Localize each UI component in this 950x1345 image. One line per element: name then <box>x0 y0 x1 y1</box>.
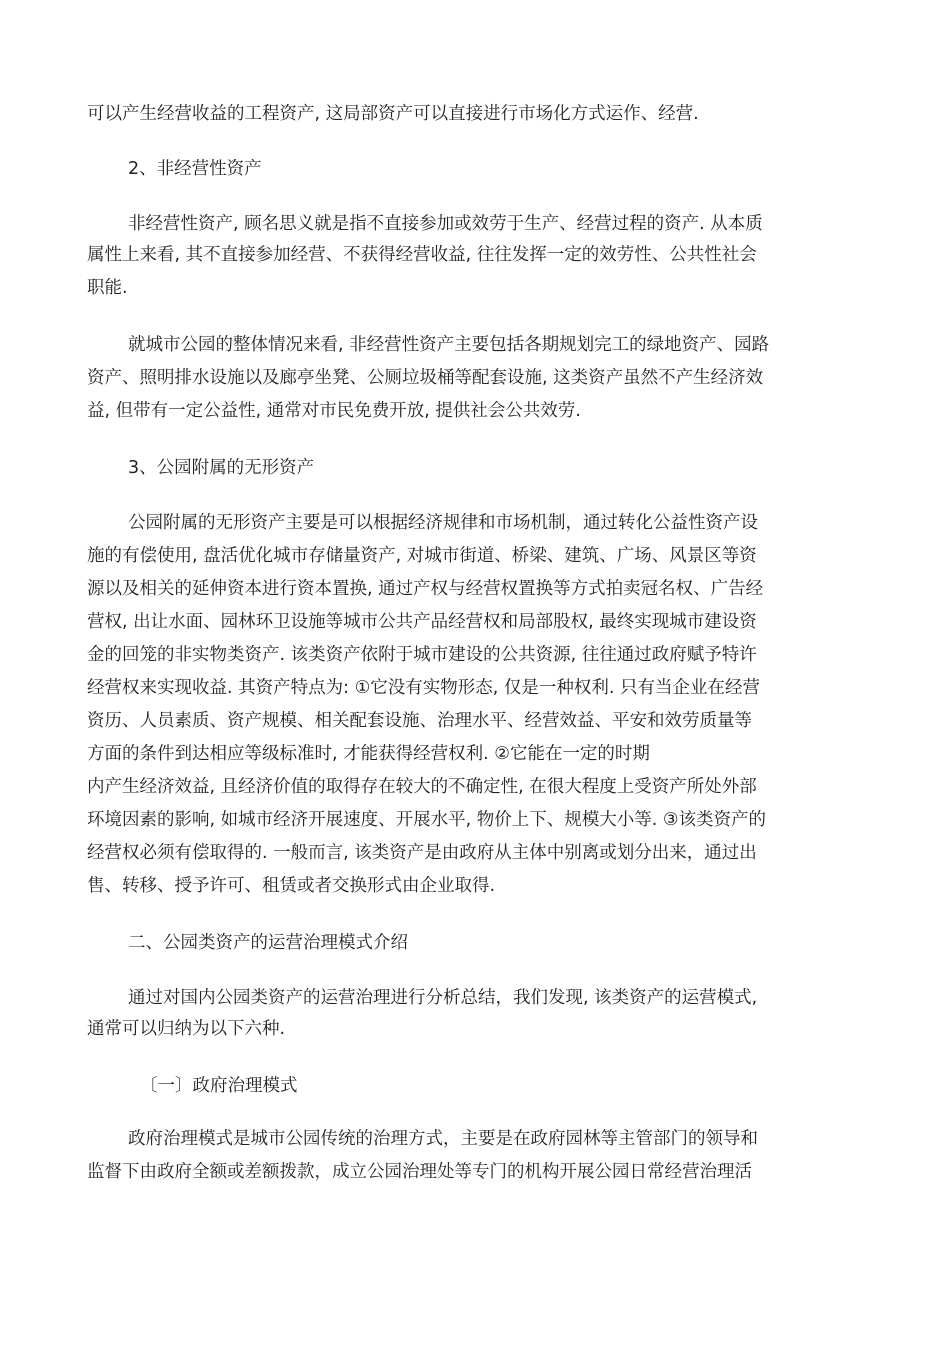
paragraph-line: 经营权必须有偿取得的. 一般而言, 该类资产是由政府从主体中别离或划分出来，通过出 <box>87 843 757 863</box>
section-heading: 二、公园类资产的运营治理模式介绍 <box>128 933 408 953</box>
paragraph-line: 售、转移、授予许可、租赁或者交换形式由企业取得. <box>87 876 496 896</box>
paragraph-line: 监督下由政府全额或差额拨款，成立公园治理处等专门的机构开展公园日常经营治理活 <box>87 1162 752 1182</box>
paragraph-line: 益, 但带有一定公益性, 通常对市民免费开放, 提供社会公共效劳. <box>87 401 581 421</box>
paragraph-line: 公园附属的无形资产主要是可以根据经济规律和市场机制，通过转化公益性资产设 <box>128 513 758 533</box>
paragraph-line: 可以产生经营收益的工程资产, 这局部资产可以直接进行市场化方式运作、经营. <box>87 104 699 124</box>
paragraph-line: 施的有偿使用, 盘活优化城市存储量资产, 对城市街道、桥梁、建筑、广场、风景区等资 <box>87 546 757 566</box>
section-heading: 3、公园附属的无形资产 <box>128 458 315 478</box>
paragraph-line: 职能. <box>87 278 128 298</box>
paragraph-line: 属性上来看, 其不直接参加经营、不获得经营收益, 往往发挥一定的效劳性、公共性社会 <box>87 245 757 265</box>
paragraph-line: 营权, 出让水面、园林环卫设施等城市公共产品经营权和局部股权, 最终实现城市建设资 <box>87 612 757 632</box>
subsection-heading: 〔一〕政府治理模式 <box>140 1076 298 1096</box>
paragraph-line: 通过对国内公园类资产的运营治理进行分析总结，我们发现, 该类资产的运营模式, <box>128 988 758 1008</box>
paragraph-line: 经营权来实现收益. 其资产特点为: ①它没有实物形态, 仅是一种权利. 只有当企业在经营 <box>87 678 761 698</box>
paragraph-line: 资历、人员素质、资产规模、相关配套设施、治理水平、经营效益、平安和效劳质量等 <box>87 711 752 731</box>
paragraph-line: 就城市公园的整体情况来看, 非经营性资产主要包括各期规划完工的绿地资产、园路 <box>128 335 770 355</box>
paragraph-line: 源以及相关的延伸资本进行资本置换, 通过产权与经营权置换等方式拍卖冠名权、广告经 <box>87 579 764 599</box>
paragraph-line: 内产生经济效益, 且经济价值的取得存在较大的不确定性, 在很大程度上受资产所处外部 <box>87 777 757 797</box>
paragraph-line: 资产、照明排水设施以及廊亭坐凳、公厕垃圾桶等配套设施, 这类资产虽然不产生经济效 <box>87 368 764 388</box>
paragraph-line: 非经营性资产, 顾名思义就是指不直接参加或效劳于生产、经营过程的资产. 从本质 <box>128 214 763 234</box>
paragraph-line: 金的回笼的非实物类资产. 该类资产依附于城市建设的公共资源, 往往通过政府赋予特许 <box>87 645 757 665</box>
paragraph-line: 通常可以归纳为以下六种. <box>87 1019 286 1039</box>
paragraph-line: 政府治理模式是城市公园传统的治理方式，主要是在政府园林等主管部门的领导和 <box>128 1129 758 1149</box>
section-heading: 2、非经营性资产 <box>128 159 262 179</box>
paragraph-line: 环境因素的影响, 如城市经济开展速度、开展水平, 物价上下、规模大小等. ③该类资产的 <box>87 810 767 830</box>
paragraph-line: 方面的条件到达相应等级标准时, 才能获得经营权利. ②它能在一定的时期 <box>87 744 650 764</box>
